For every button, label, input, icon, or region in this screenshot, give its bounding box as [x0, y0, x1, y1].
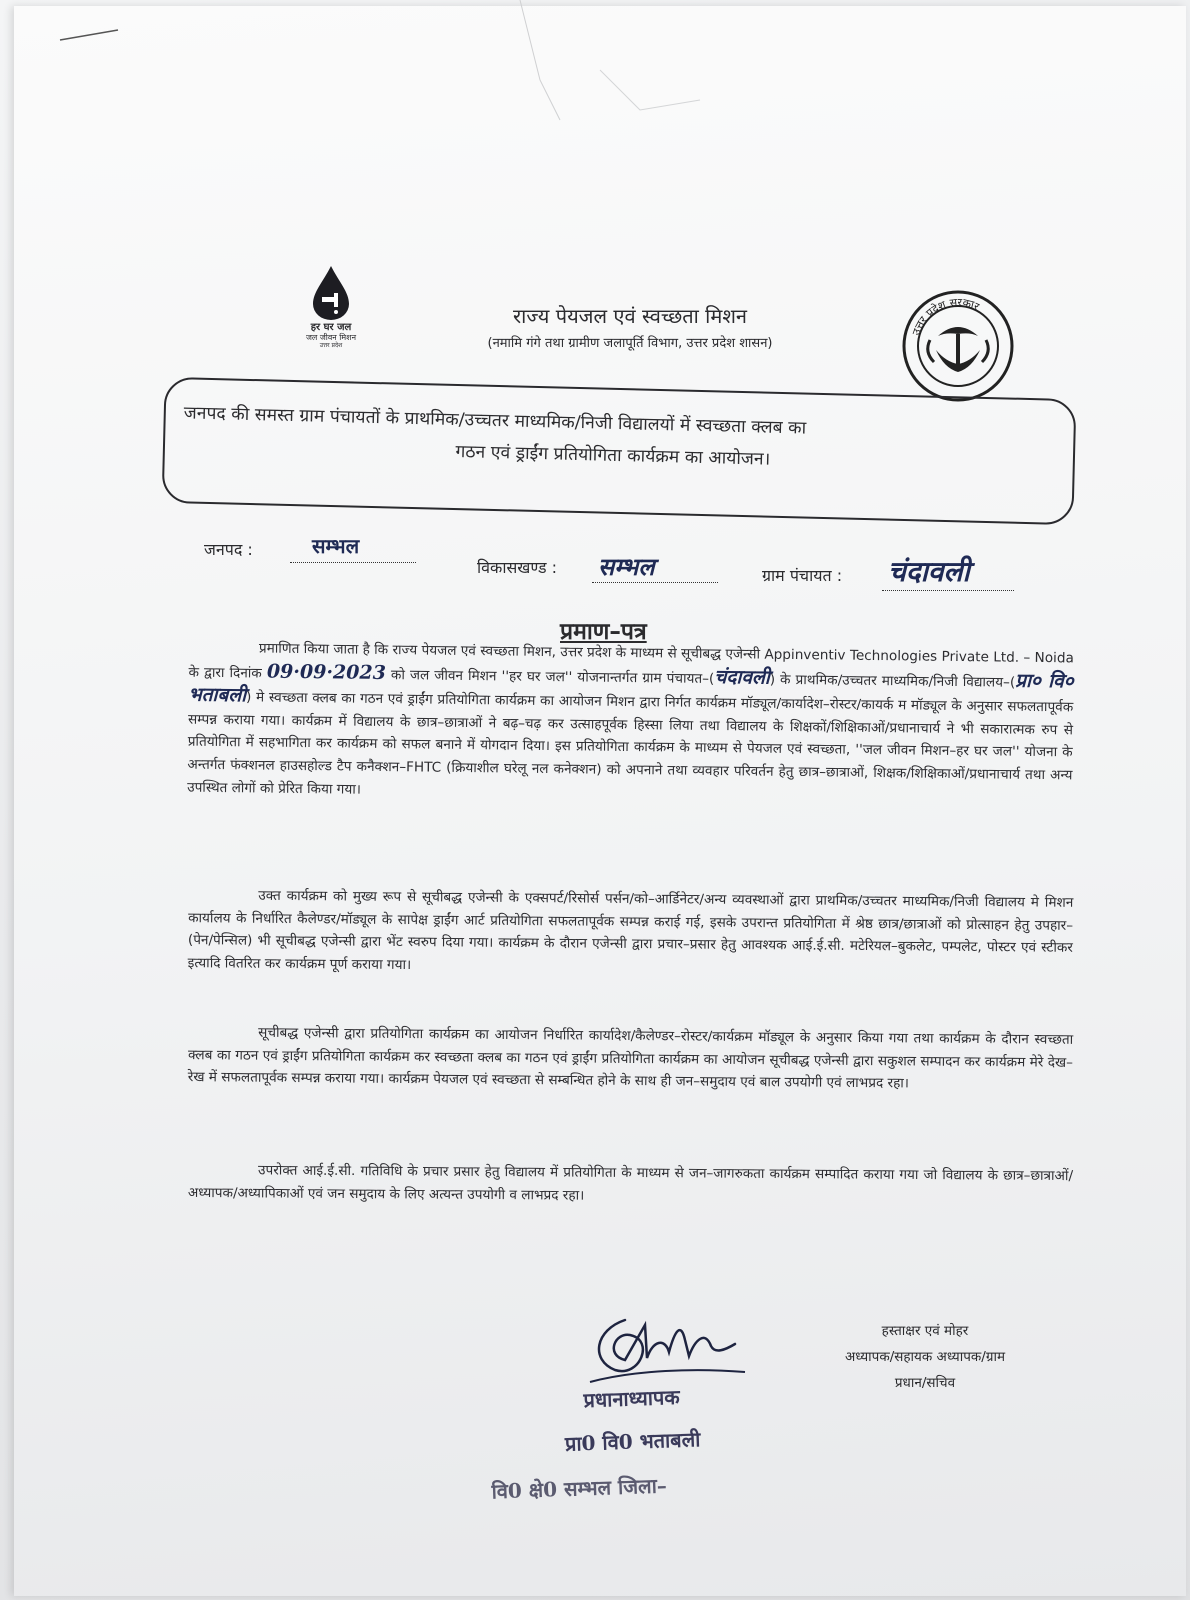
stamp-line-1: प्रधानाध्यापक: [583, 1384, 681, 1413]
subject-line-2: गठन एवं ड्राईंग प्रतियोगिता कार्यक्रम का आयोजन।: [455, 442, 771, 470]
gram-panchayat-dotline: [882, 590, 1014, 591]
mission-title: राज्य पेयजल एवं स्वच्छता मिशन: [512, 304, 748, 328]
logo-text-3: उत्तर प्रदेश: [319, 342, 343, 349]
handwritten-gram-panchayat: चंदावली: [714, 665, 770, 689]
p1-text-a: प्रमाणित किया जाता है कि राज्य पेयजल एवं स्वच्छता मिशन, उत्तर प्रदेश के माध्यम से सूचीबद्ध एजेन्सी Appinventiv Technologies Private Ltd. – Noida के द्वारा दिनांक: [188, 640, 1074, 682]
vikaskhand-label: विकासखण्ड :: [477, 558, 558, 577]
har-ghar-jal-logo: [286, 264, 376, 349]
p4-text: उपरोक्त आई.ई.सी. गतिविधि के प्रचार प्रसार हेतु विद्यालय में प्रतियोगिता के माध्यम से जन–जागरुकता कार्यक्रम सम्पादित कराया गया जो विद्यालय के छात्र–छात्राओं/अध्यापक/अध्यापिकाओं एवं जन समुदाय के लिए अत्यन्त उपयोगी व लाभप्रद रहा।: [187, 1162, 1074, 1204]
vikaskhand-dotline: [592, 582, 718, 583]
stamp-line-2: प्रा0 वि0 भताबली: [564, 1427, 701, 1456]
logo-text-2: जल जीवन मिशन: [305, 333, 357, 342]
mission-subtitle: (नमामि गंगे तथा ग्रामीण जलापूर्ति विभाग, उत्तर प्रदेश शासन): [487, 336, 773, 351]
signature-line-3: प्रधान/सचिव: [894, 1375, 956, 1391]
up-government-emblem-icon: [900, 288, 1016, 404]
p1-text-d: ) मे स्वच्छता क्लब का गठन एवं ड्राईंग प्रतियोगिता कार्यक्रम का आयोजन मिशन द्वारा निर्गत कार्यक्रम मॉड्यूल/कार्यादेश–रोस्टर/कायर्क म मॉड्यूल के अनुसार सफलतापूर्वक सम्पन्न कराया गया। कार्यक्रम में विद्यालय के छात्र–छात्राओं ने बढ़–चढ़ कर उत्साहपूर्वक हिस्सा लिया तथा विद्यालय के शिक्षकों/शिक्षिकाओं/प्रधानाचार्य ने भी सकारात्मक रुप से प्रतियोगिता में सहभागिता कर कार्यक्रम को सफल बनाने में योगदान दिया। इस प्रतियोगिता कार्यक्रम के माध्यम से पेयजल एवं स्वच्छता, ''जल जीवन मिशन–हर घर जल'' योजना के अन्तर्गत फंक्शनल हाउसहोल्ड टैप कनैक्शन–FHTC (क्रियाशील घरेलू नल कनेक्शन) को अपनाने तथा व्यवहार परिवर्तन हेतु छात्र–छात्राओं, शिक्षक/शिक्षिकाओं/प्रधानाचार्य तथा अन्य उपस्थित लोगों को प्रेरित किया गया।: [187, 689, 1074, 798]
signature-line-2: अध्यापक/सहायक अध्यापक/ग्राम: [844, 1349, 1006, 1365]
document-header: [420, 302, 840, 351]
gram-panchayat-label: ग्राम पंचायत :: [762, 566, 843, 585]
subject-line-1: जनपद की समस्त ग्राम पंचायतों के प्राथमिक/उच्चतर माध्यमिक/निजी विद्यालयों में स्वच्छता क्लब का: [183, 403, 807, 439]
stamp-line-3: वि0 क्षे0 सम्भल जिला–: [491, 1473, 668, 1504]
p3-text: सूचीबद्ध एजेन्सी द्वारा प्रतियोगिता कार्यक्रम का आयोजन निर्धारित कार्यादेश/कैलेण्डर–रोस्टर/कार्यक्रम मॉड्यूल के अनुसार किया गया तथा कार्यक्रम के दौरान स्वच्छता क्लब का गठन एवं ड्राईंग प्रतियोगिता कार्यक्रम कर स्वच्छता क्लब का गठन एवं ड्राईंग प्रतियोगिता कार्यक्रम का आयोजन सूचीबद्ध एजेन्सी द्वारा सकुशल सम्पादन कर कार्यक्रम मेरे देख–रेख में सफलतापूर्वक सम्पन्न कराया गया। कार्यक्रम पेयजल एवं स्वच्छता से सम्बन्धित होने के साथ ही जन–समुदाय एवं बाल उपयोगी एवं लाभप्रद रहा।: [187, 1024, 1074, 1092]
janpad-label: जनपद :: [204, 540, 253, 559]
certificate-paragraph-2: [188, 884, 1074, 982]
handwritten-date: 09·09·2023: [266, 660, 387, 684]
p1-text-c: ) के प्राथमिक/उच्चतर माध्यमिक/निजी विद्यालय–(: [769, 671, 1016, 691]
vikaskhand-value: सम्भल: [598, 552, 655, 581]
logo-text-1: हर घर जल: [310, 322, 352, 333]
gram-panchayat-value: चंदावली: [888, 555, 970, 588]
certificate-paragraph-3: [188, 1021, 1074, 1097]
signature-designation-block: [800, 1318, 1050, 1396]
p1-text-b: को जल जीवन मिशन ''हर घर जल'' योजनान्तर्गत ग्राम पंचायत–(: [390, 666, 715, 687]
subject-box: [162, 377, 1077, 525]
certificate-paragraph-1: [187, 637, 1074, 810]
water-drop-tap-icon: [309, 264, 353, 322]
emblem-text: उत्तर प्रदेश सरकार: [909, 295, 982, 338]
p2-text: उक्त कार्यक्रम को मुख्य रूप से सूचीबद्ध एजेन्सी के एक्सपर्ट/रिसोर्स पर्सन/को–आर्डिनेटर/अन्य व्यवस्थाओं द्वारा प्राथमिक/उच्चतर माध्यमिक/निजी विद्यालय मे मिशन कार्यालय के निर्धारित कैलेण्डर/मॉड्यूल के सापेक्ष ड्राईंग आर्ट प्रतियोगिता सफलतापूर्वक सम्पन्न कराई गई, इसके उपरान्त प्रतियोगिता में श्रेष्ठ छात्र/छात्राओं को प्रोत्साहन हेतु उपहार–(पेन/पेन्सिल) भी सूचीबद्ध एजेन्सी द्वारा भेंट स्वरुप दिया गया। कार्यक्रम के दौरान एजेन्सी द्वारा प्रचार–प्रसार हेतु आवश्यक आई.ई.सी. मटेरियल–बुकलेट, पम्पलेट, पोस्टर एवं स्टीकर इत्यादि वितरित कर कार्यक्रम पूर्ण कराया गया।: [187, 887, 1074, 973]
janpad-value: सम्भल: [312, 534, 360, 558]
certificate-title: प्रमाण–पत्र: [560, 619, 647, 645]
certificate-paragraph-4: [188, 1159, 1073, 1210]
signature-line-1: हस्ताक्षर एवं मोहर: [881, 1323, 969, 1339]
handwritten-school-name: प्रा० वि० भताबली: [188, 669, 1074, 707]
janpad-dotline: [290, 562, 416, 563]
headmaster-stamp: [478, 1382, 702, 1505]
